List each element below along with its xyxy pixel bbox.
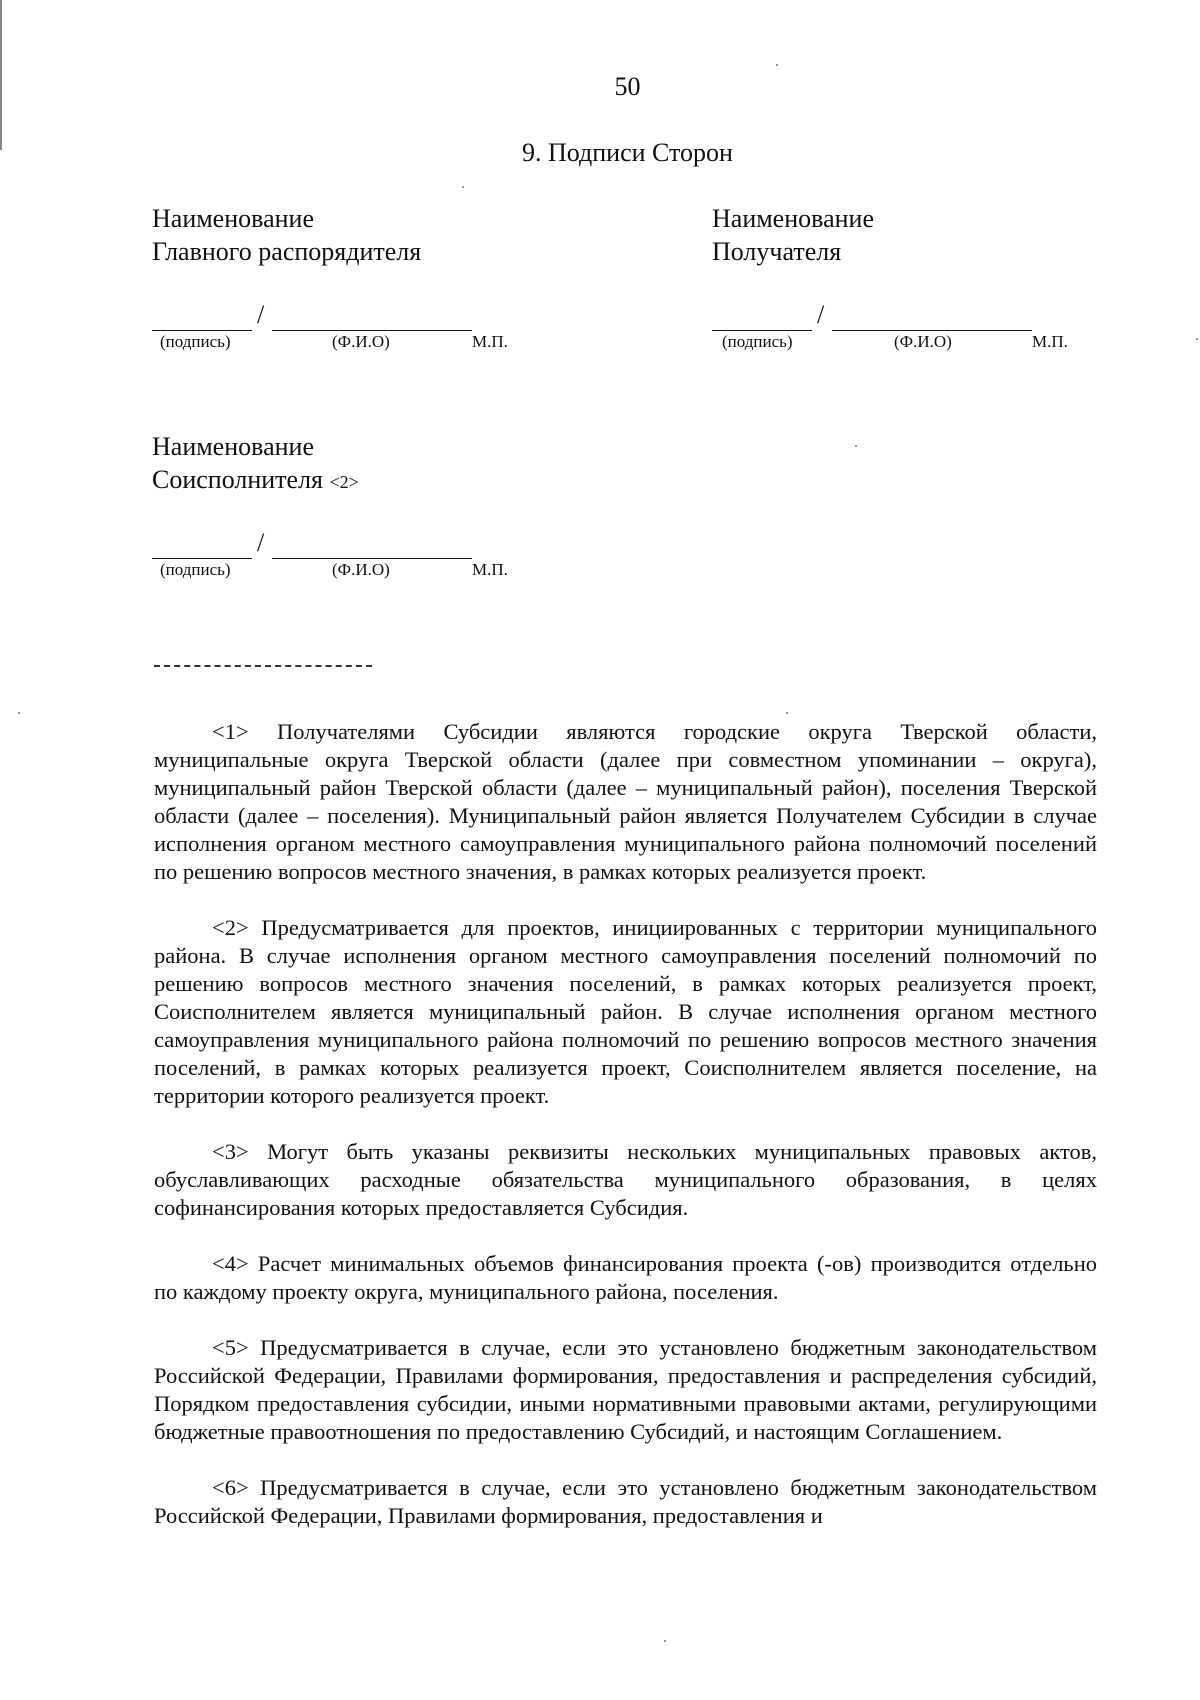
signature-slash: / xyxy=(257,300,265,329)
signature-line xyxy=(152,330,252,331)
left-party-signature-block xyxy=(152,300,532,356)
fio-line xyxy=(832,330,1032,331)
co-party-title-line2 xyxy=(152,463,359,499)
left-party-title-line2: Главного распорядителя xyxy=(152,237,422,266)
scan-speck xyxy=(664,1640,666,1642)
left-party-title-line1: Наименование xyxy=(152,204,314,233)
footnote-3: <3> Могут быть указаны реквизиты нескольких муниципальных правовых актов, обуславливающих расходные обязательства муниципального образования, в целях софинансирования которых предоставляется Субсидия. xyxy=(154,1139,1097,1220)
scan-speck xyxy=(462,186,464,188)
co-party-title-line1: Наименование xyxy=(152,432,314,461)
fio-line xyxy=(272,330,472,331)
signature-line xyxy=(712,330,812,331)
footnote-separator xyxy=(154,665,372,667)
seal-caption: М.П. xyxy=(472,332,508,351)
seal-caption: М.П. xyxy=(1032,332,1068,351)
right-party-title-line2: Получателя xyxy=(712,237,842,266)
scan-speck xyxy=(18,712,20,714)
co-party-signature-block xyxy=(152,528,532,584)
signature-caption: (подпись) xyxy=(160,560,231,579)
seal-caption: М.П. xyxy=(472,560,508,579)
left-party-name xyxy=(152,202,421,268)
footnote-4: <4> Расчет минимальных объемов финансирования проекта (-ов) производится отдельно по каждому проекту округа, муниципального района, поселения. xyxy=(154,1251,1097,1304)
signature-caption: (подпись) xyxy=(722,332,793,351)
footnotes xyxy=(154,718,1097,1558)
right-party-signature-block xyxy=(712,300,1092,356)
section-title: 9. Подписи Сторон xyxy=(522,138,733,167)
scan-speck xyxy=(855,445,857,447)
footnote-1: <1> Получателями Субсидии являются городские округа Тверской области, муниципальные округа Тверской области (далее при совместном упоминании – округа), муниципальный район Тверской области (далее – муниципальный район), поселения Тверской области (далее – поселения). Муниципальный район является Получателем Субсидии в случае исполнения органом местного самоуправления муниципального района полномочий поселений по решению вопросов местного значения, в рамках которых реализуется проект. xyxy=(154,719,1097,884)
signature-slash: / xyxy=(257,528,265,557)
footnote-2: <2> Предусматривается для проектов, инициированных с территории муниципального района. В случае исполнения органом местного самоуправления поселений полномочий по решению вопросов местного значения поселений, в рамках которых реализуется проект, Соисполнителем является муниципальный район. В случае исполнения органом местного самоуправления муниципального района полномочий по решению вопросов местного значения поселений, в рамках которых реализуется проект, Соисполнителем является поселение, на территории которого реализуется проект. xyxy=(154,915,1097,1108)
scan-speck xyxy=(776,64,778,66)
co-party-name xyxy=(152,430,359,499)
scan-speck xyxy=(1196,338,1198,340)
footnote-5: <5> Предусматривается в случае, если это установлено бюджетным законодательством Российской Федерации, Правилами формирования, предоставления и распределения субсидий, Порядком предоставления субсидии, иными нормативными правовыми актами, регулирующими бюджетные правоотношения по предоставлению Субсидий, и настоящим Соглашением. xyxy=(154,1335,1097,1444)
fio-caption: (Ф.И.О) xyxy=(332,332,390,351)
fio-line xyxy=(272,558,472,559)
page-number: 50 xyxy=(614,72,641,101)
right-party-title-line1: Наименование xyxy=(712,204,874,233)
right-party-name xyxy=(712,202,874,268)
signature-slash: / xyxy=(817,300,825,329)
footnote-6: <6> Предусматривается в случае, если это установлено бюджетным законодательством Российской Федерации, Правилами формирования, предоставления и xyxy=(154,1475,1097,1528)
co-party-title-text: Соисполнителя xyxy=(152,465,324,494)
co-party-footnote-ref: <2> xyxy=(329,472,359,492)
signature-caption: (подпись) xyxy=(160,332,231,351)
signature-line xyxy=(152,558,252,559)
scan-speck xyxy=(786,712,788,714)
fio-caption: (Ф.И.О) xyxy=(332,560,390,579)
fio-caption: (Ф.И.О) xyxy=(894,332,952,351)
